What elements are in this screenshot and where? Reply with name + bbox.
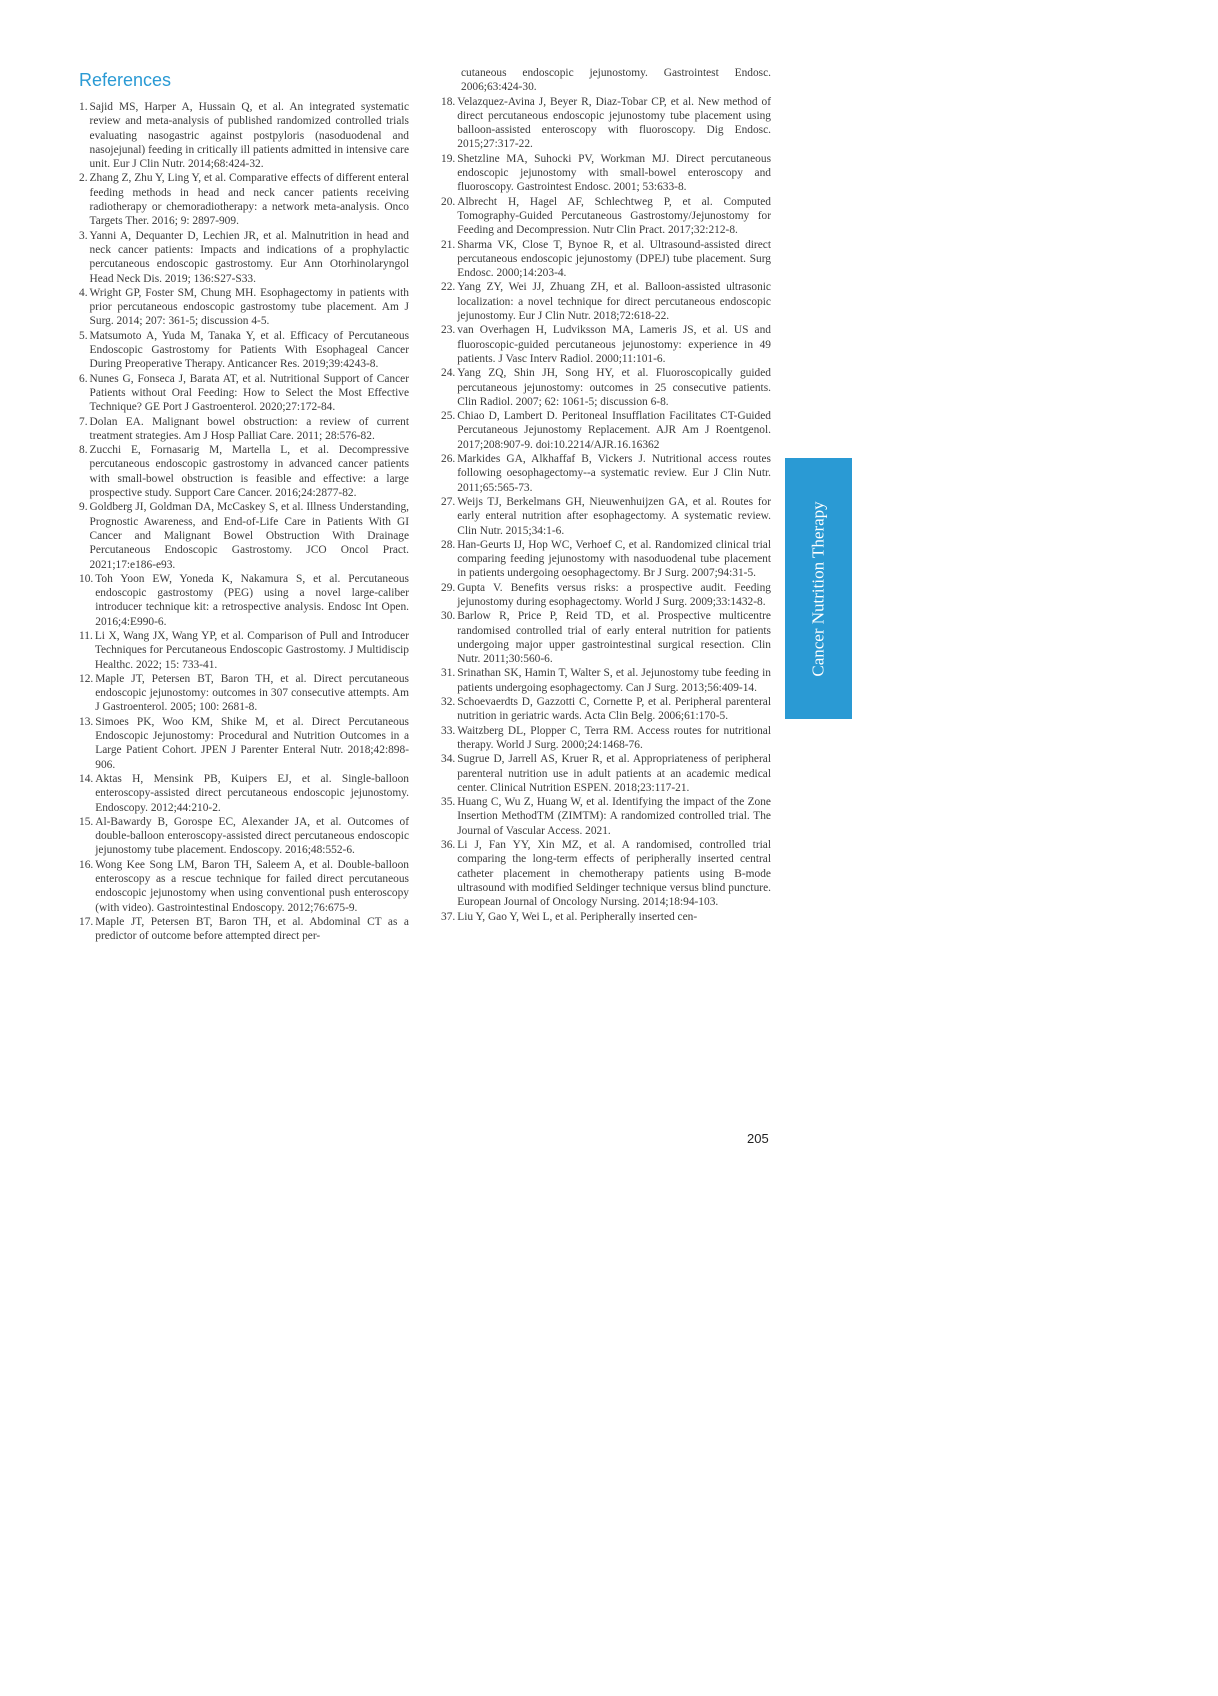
reference-number: 8. (79, 444, 88, 457)
reference-item (79, 286, 409, 329)
reference-number: 11. (79, 629, 93, 642)
reference-item (441, 323, 771, 366)
reference-number: 2. (79, 172, 88, 185)
reference-text: Zucchi E, Fornasarig M, Martella L, et al. Decompressive percutaneous endoscopic gastrostomy in advanced cancer patients with small-bowel obstruction is feasible and effective: a large prospective study. Support Care Cancer. 2016;24:2877-82. (89, 444, 409, 500)
reference-item (79, 858, 409, 915)
reference-text: Wong Kee Song LM, Baron TH, Saleem A, et al. Double-balloon enteroscopy as a rescue technique for failed direct percutaneous endoscopic jejunostomy when using conventional push enteroscopy (with video). Gastrointestinal Endoscopy. 2012;76:675-9. (95, 858, 409, 914)
reference-number: 34. (441, 753, 456, 766)
reference-text: Yanni A, Dequanter D, Lechien JR, et al. Malnutrition in head and neck cancer patients: Impacts and indications of a prophylactic percutaneous endoscopic gastrostomy. Eur Ann Otorhinolaryngol Head Neck Dis. 2019; 136:S27-S33. (89, 229, 409, 285)
reference-text: Huang C, Wu Z, Huang W, et al. Identifying the impact of the Zone Insertion MethodTM (ZIMTM): A randomized controlled trial. The Journal of Vascular Access. 2021. (457, 796, 771, 837)
reference-text: Dolan EA. Malignant bowel obstruction: a review of current treatment strategies. Am J Hosp Palliat Care. 2011; 28:576-82. (89, 415, 409, 442)
reference-number: 31. (441, 667, 456, 680)
reference-number: 15. (79, 815, 94, 828)
reference-number: 22. (441, 281, 456, 294)
reference-text: Markides GA, Alkhaffaf B, Vickers J. Nutritional access routes following oesophagectomy--a systematic review. Eur J Clin Nutr. 2011;65:565-73. (457, 453, 771, 494)
reference-number: 25. (441, 410, 456, 423)
reference-text: Simoes PK, Woo KM, Shike M, et al. Direct Percutaneous Endoscopic Jejunostomy: Procedural and Nutrition Outcomes in a Large Patient Cohort. JPEN J Parenter Enteral Nutr. 2018;42:898-906. (95, 715, 409, 771)
reference-number: 35. (441, 796, 456, 809)
reference-text: Yang ZY, Wei JJ, Zhuang ZH, et al. Balloon-assisted ultrasonic localization: a novel technique for direct percutaneous endoscopic jejunostomy. Eur J Clin Nutr. 2018;72:618-22. (457, 281, 771, 323)
reference-item (79, 915, 409, 944)
reference-item (79, 100, 409, 171)
reference-number: 10. (79, 572, 94, 585)
reference-text: Sajid MS, Harper A, Hussain Q, et al. An integrated systematic review and meta-analysis of published randomized controlled trials evaluating nasogastric against postpyloris (nasoduodenal and nasojejunal) feeding in critically ill patients admitted in intensive care unit. Eur J Clin Nutr. 2014;68:424-32. (89, 101, 409, 171)
reference-item (441, 366, 771, 409)
reference-item (441, 152, 771, 195)
reference-text: Sharma VK, Close T, Bynoe R, et al. Ultrasound-assisted direct percutaneous endoscopic jejunostomy (DPEJ) tube placement. Surg Endosc. 2000;14:203-4. (457, 238, 771, 280)
reference-text: Al-Bawardy B, Gorospe EC, Alexander JA, et al. Outcomes of double-balloon enteroscopy-assisted direct percutaneous endoscopic jejunostomy tube placement. Endoscopy. 2016;48:552-6. (95, 815, 409, 857)
reference-item (441, 538, 771, 581)
reference-number: 24. (441, 367, 456, 380)
reference-number: 28. (441, 538, 456, 551)
section-side-tab (785, 458, 852, 719)
reference-text: Maple JT, Petersen BT, Baron TH, et al. Abdominal CT as a predictor of outcome before attempted direct per- (95, 915, 409, 943)
reference-text: Yang ZQ, Shin JH, Song HY, et al. Fluoroscopically guided percutaneous jejunostomy: outcomes in 25 consecutive patients. Clin Radiol. 2007; 62: 1061-5; discussion 6-8. (457, 367, 771, 408)
reference-text: Zhang Z, Zhu Y, Ling Y, et al. Comparative effects of different enteral feeding methods in head and neck cancer patients receiving radiotherapy or chemoradiotherapy: a network meta-analysis. Onco Targets Ther. 2016; 9: 2897-909. (89, 172, 409, 228)
reference-number: 33. (441, 724, 456, 737)
reference-number: 30. (441, 610, 456, 623)
reference-item (79, 372, 409, 415)
reference-text: Velazquez-Avina J, Beyer R, Diaz-Tobar CP, et al. New method of direct percutaneous endoscopic jejunostomy tube placement using balloon-assisted enteroscopy with fluoroscopy. Dig Endosc. 2015;27:317-22. (457, 95, 771, 151)
reference-text: Li J, Fan YY, Xin MZ, et al. A randomised, controlled trial comparing the long-term effects of peripherally inserted central catheter placement in chemotherapy patients using B-mode ultrasound with modified Seldinger technique versus blind puncture. European Journal of Oncology Nursing. 2014;18:94-103. (457, 839, 771, 909)
reference-number: 1. (79, 101, 88, 113)
reference-item (79, 500, 409, 571)
reference-text: Li X, Wang JX, Wang YP, et al. Comparison of Pull and Introducer Techniques for Percutaneous Endoscopic Gastrostomy. J Multidiscip Healthc. 2022; 15: 733-41. (94, 629, 409, 671)
references-column-right (441, 66, 771, 924)
continued-reference-text: cutaneous endoscopic jejunostomy. Gastrointest Endosc. 2006;63:424-30. (461, 67, 771, 94)
reference-number: 23. (441, 324, 456, 337)
reference-item (441, 695, 771, 724)
reference-number: 32. (441, 696, 456, 709)
reference-number: 21. (441, 238, 456, 251)
reference-text: Barlow R, Price P, Reid TD, et al. Prospective multicentre randomised controlled trial of early enteral nutrition for patients undergoing major upper gastrointestinal surgical resection. Clin Nutr. 2011;30:560-6. (457, 610, 771, 666)
reference-item (441, 195, 771, 238)
reference-number: 4. (79, 286, 88, 299)
reference-text: Toh Yoon EW, Yoneda K, Nakamura S, et al. Percutaneous endoscopic gastrostomy (PEG) using a novel large-caliber introducer technique kit: a retrospective analysis. Endosc Int Open. 2016;4:E990-6. (95, 572, 409, 628)
reference-number: 14. (79, 772, 94, 785)
reference-item (441, 666, 771, 695)
reference-number: 16. (79, 858, 94, 871)
reference-text: Gupta V. Benefits versus risks: a prospective audit. Feeding jejunostomy during esophagectomy. World J Surg. 2009;33:1432-8. (457, 581, 771, 608)
reference-item (441, 280, 771, 323)
reference-text: Aktas H, Mensink PB, Kuipers EJ, et al. Single-balloon enteroscopy-assisted direct percutaneous endoscopic jejunostomy. Endoscopy. 2012;44:210-2. (95, 772, 409, 814)
reference-item (441, 409, 771, 452)
section-side-tab-label: Cancer Nutrition Therapy (808, 500, 828, 677)
reference-item (441, 724, 771, 753)
references-heading: References (79, 70, 172, 90)
reference-text: Nunes G, Fonseca J, Barata AT, et al. Nutritional Support of Cancer Patients without Oral Feeding: How to Select the Most Effective Technique? GE Port J Gastroenterol. 2020;27:172-84. (89, 372, 409, 414)
reference-number: 29. (441, 581, 456, 594)
reference-item (441, 910, 771, 924)
reference-number: 6. (79, 372, 88, 385)
reference-item (79, 672, 409, 715)
reference-text: Weijs TJ, Berkelmans GH, Nieuwenhuijzen GA, et al. Routes for early enteral nutrition after esophagectomy. A systematic review. Clin Nutr. 2015;34:1-6. (457, 495, 771, 537)
reference-number: 7. (79, 415, 88, 428)
reference-item (441, 609, 771, 666)
reference-text: Sugrue D, Jarrell AS, Kruer R, et al. Appropriateness of peripheral parenteral nutrition use in adult patients at an academic medical center. Clinical Nutrition ESPEN. 2018;23:117-21. (457, 753, 771, 794)
reference-number: 26. (441, 453, 456, 466)
reference-item (441, 495, 771, 538)
reference-item (79, 629, 409, 672)
reference-number: 3. (79, 229, 88, 242)
reference-number: 27. (441, 495, 456, 508)
reference-number: 18. (441, 95, 456, 108)
reference-item (441, 838, 771, 909)
reference-number: 5. (79, 329, 88, 342)
reference-number: 17. (79, 915, 94, 928)
reference-item (441, 752, 771, 795)
reference-number: 36. (441, 839, 456, 852)
reference-item (441, 238, 771, 281)
page-number: 205 (747, 1131, 769, 1146)
reference-item (79, 715, 409, 772)
reference-text: Chiao D, Lambert D. Peritoneal Insufflation Facilitates CT-Guided Percutaneous Jejunostomy Replacement. AJR Am J Roentgenol. 2017;208:907-9. doi:10.2214/AJR.16.16362 (457, 410, 771, 451)
reference-text: Liu Y, Gao Y, Wei L, et al. Peripherally inserted cen- (457, 910, 698, 923)
reference-text: Shetzline MA, Suhocki PV, Workman MJ. Direct percutaneous endoscopic jejunostomy with small-bowel enteroscopy and fluoroscopy. Gastrointest Endosc. 2001; 53:633-8. (457, 152, 771, 194)
reference-number: 20. (441, 195, 456, 208)
reference-text: Albrecht H, Hagel AF, Schlechtweg P, et al. Computed Tomography-Guided Percutaneous Gastrostomy/Jejunostomy for Feeding and Decompression. Nutr Clin Pract. 2017;32:212-8. (457, 195, 771, 237)
reference-text: Goldberg JI, Goldman DA, McCaskey S, et al. Illness Understanding, Prognostic Awareness, and End-of-Life Care in Patients With GI Cancer and Malignant Bowel Obstruction With Drainage Percutaneous Endoscopic Gastrostomy. JCO Oncol Pract. 2021;17:e186-e93. (89, 501, 409, 571)
reference-item (79, 171, 409, 228)
reference-number: 12. (79, 672, 94, 685)
reference-number: 13. (79, 715, 94, 728)
reference-text: Srinathan SK, Hamin T, Walter S, et al. Jejunostomy tube feeding in patients undergoing esophagectomy. Can J Surg. 2013;56:409-14. (457, 667, 771, 694)
reference-item (79, 415, 409, 444)
reference-number: 19. (441, 152, 456, 165)
reference-text: Maple JT, Petersen BT, Baron TH, et al. Direct percutaneous endoscopic jejunostomy: outcomes in 307 consecutive attempts. Am J Gastroenterol. 2005; 100: 2681-8. (95, 672, 409, 714)
reference-text: van Overhagen H, Ludviksson MA, Lameris JS, et al. US and fluoroscopic-guided percutaneous jejunostomy: experience in 49 patients. J Vasc Interv Radiol. 2000;11:101-6. (457, 324, 771, 365)
reference-item (79, 572, 409, 629)
reference-item (79, 772, 409, 815)
reference-text: Waitzberg DL, Plopper C, Terra RM. Access routes for nutritional therapy. World J Surg. 2000;24:1468-76. (457, 724, 771, 751)
reference-item (79, 229, 409, 286)
reference-item (441, 795, 771, 838)
reference-item (441, 95, 771, 152)
reference-item (441, 581, 771, 610)
reference-number: 9. (79, 501, 88, 514)
reference-text: Han-Geurts IJ, Hop WC, Verhoef C, et al. Randomized clinical trial comparing feeding jejunostomy with nasoduodenal tube placement in patients undergoing oesophagectomy. Br J Surg. 2007;94:31-5. (457, 538, 771, 580)
reference-item (441, 452, 771, 495)
reference-text: Matsumoto A, Yuda M, Tanaka Y, et al. Efficacy of Percutaneous Endoscopic Gastrostomy for Patients With Esophageal Cancer During Preoperative Therapy. Anticancer Res. 2019;39:4243-8. (89, 329, 409, 371)
reference-item (79, 329, 409, 372)
reference-item (79, 815, 409, 858)
reference-text: Schoevaerdts D, Gazzotti C, Cornette P, et al. Peripheral parenteral nutrition in geriatric wards. Acta Clin Belg. 2006;61:170-5. (457, 696, 771, 723)
reference-text: Wright GP, Foster SM, Chung MH. Esophagectomy in patients with prior percutaneous endoscopic gastrostomy tube placement. Am J Surg. 2014; 207: 361-5; discussion 4-5. (89, 286, 409, 328)
reference-number: 37. (441, 910, 456, 923)
references-column-left (79, 100, 409, 944)
reference-item (79, 443, 409, 500)
